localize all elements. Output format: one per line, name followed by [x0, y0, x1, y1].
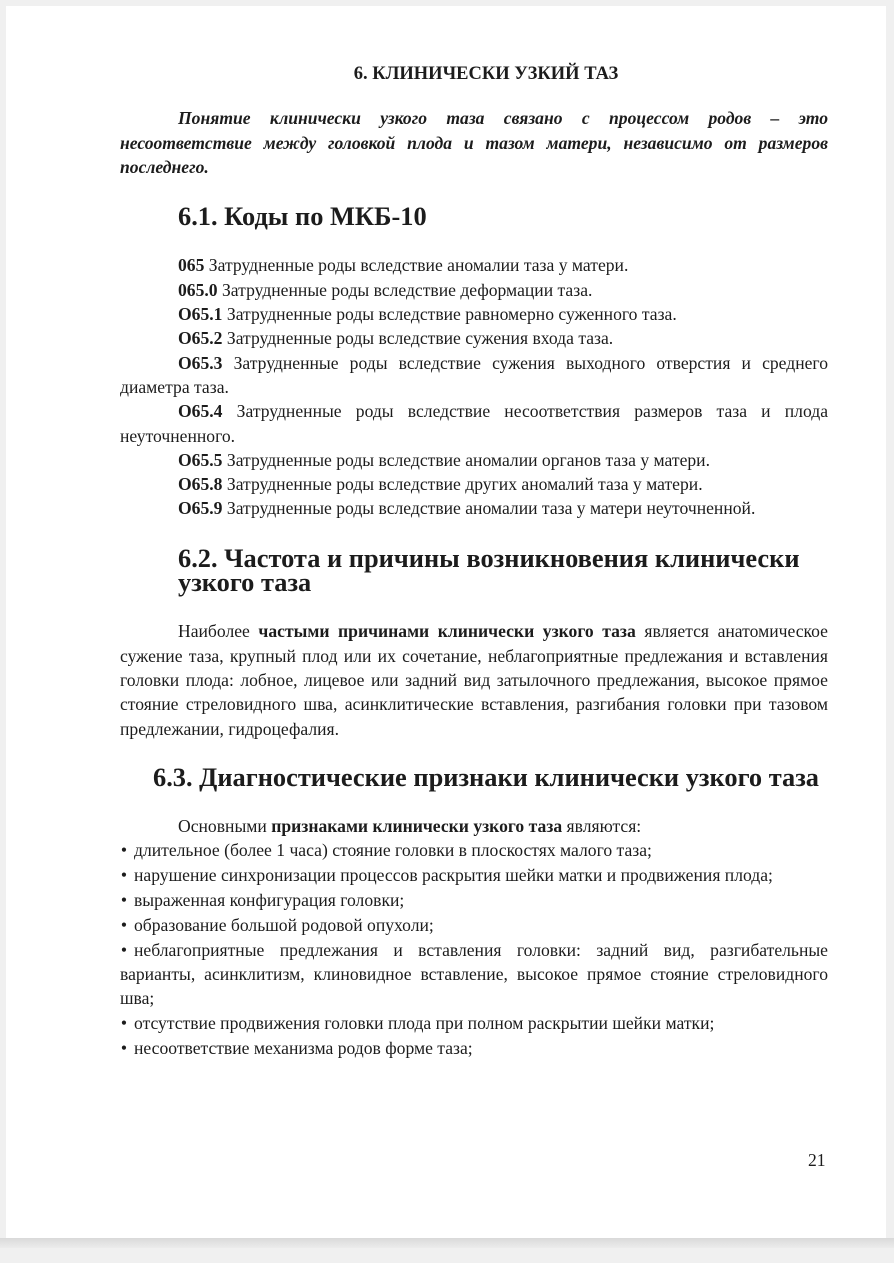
causes-text-emphasis: частыми причинами клинически узкого таза	[258, 621, 636, 642]
diagnostics-lead-emphasis: признаками клинически узкого таза	[271, 816, 563, 837]
icd-code-item	[120, 399, 828, 448]
icd-code-item	[120, 253, 828, 277]
page-bottom-edge	[0, 1238, 894, 1248]
causes-paragraph	[120, 619, 828, 740]
diagnostic-sign-item	[120, 1036, 828, 1060]
icd-code-description: Затрудненные роды вследствие деформации таза.	[217, 279, 593, 300]
icd-code: O65.4	[178, 401, 223, 422]
icd-code-item	[120, 496, 828, 520]
bullet-icon: •	[120, 890, 128, 911]
diagnostic-sign-text: отсутствие продвижения головки плода при полном раскрытии шейки матки;	[134, 1013, 715, 1033]
icd-code-description: Затрудненные роды вследствие равномерно суженного таза.	[222, 304, 677, 325]
causes-text-start: Наиболее	[178, 621, 259, 642]
spacer	[120, 521, 828, 546]
diagnostic-sign-text: несоответствие механизма родов форме таза;	[134, 1037, 473, 1058]
icd-code-description: Затрудненные роды вследствие других аномалий таза у матери.	[222, 474, 703, 495]
page-content	[120, 62, 828, 1061]
bullet-icon: •	[120, 1037, 128, 1058]
icd-code-description: Затрудненные роды вследствие аномалии таза у матери.	[204, 255, 629, 276]
icd-code: 065	[178, 255, 205, 276]
diagnostic-sign-text: образование большой родовой опухоли;	[134, 914, 434, 935]
icd-code: O65.5	[178, 449, 223, 470]
diagnostic-sign-text: выраженная конфигурация головки;	[134, 890, 405, 911]
diagnostic-sign-item	[120, 838, 828, 862]
icd-code: O65.2	[178, 328, 223, 349]
page-number: 21	[808, 1150, 826, 1170]
causes-text-end: является анатомическое сужение таза, крупный плод или их сочетание, неблагоприятные предлежания и вставления головки плода: лобное, лицевое или задний вид затылочного предлежания, высокое прямое стояние стреловидного шва, асинклитические вставления, разгибания головки при тазовом предлежании, гидроцефалия.	[120, 621, 828, 739]
icd-code-item	[120, 326, 828, 350]
diagnostic-sign-text: длительное (более 1 часа) стояние головки в плоскостях малого таза;	[134, 840, 652, 861]
section-heading-icd-codes: 6.1. Коды по МКБ-10	[178, 201, 427, 232]
icd-code-item	[120, 302, 828, 326]
section-heading-causes: 6.2. Частота и причины возникновения клинически узкого таза	[178, 542, 800, 598]
chapter-title: 6. КЛИНИЧЕСКИ УЗКИЙ ТАЗ	[353, 64, 619, 84]
diagnostics-lead-end: являются:	[562, 816, 642, 837]
section-heading-diagnostics: 6.3. Диагностические признаки клинически узкого таза	[153, 761, 819, 792]
bullet-icon: •	[120, 939, 128, 960]
icd-code: O65.9	[178, 498, 223, 519]
intro-definition: Понятие клинически узкого таза связано с процессом родов – это несоответствие между головкой плода и тазом матери, независимо от размеров последнего.	[120, 108, 828, 177]
diagnostic-sign-item	[120, 863, 828, 887]
icd-code-description: Затрудненные роды вследствие несоответствия размеров таза и плода неуточненного.	[120, 401, 828, 446]
icd-code: O65.1	[178, 304, 223, 325]
spacer	[120, 789, 828, 814]
icd-code-description: Затрудненные роды вследствие сужения выходного отверстия и среднего диаметра таза.	[120, 352, 828, 397]
icd-code: O65.8	[178, 474, 223, 495]
icd-code-item	[120, 278, 828, 302]
diagnostics-lead	[120, 814, 828, 838]
diagnostic-signs-list	[120, 838, 828, 1060]
diagnostic-sign-item	[120, 938, 828, 1011]
diagnostics-lead-start: Основными	[178, 816, 272, 837]
icd-code-item	[120, 472, 828, 496]
spacer	[120, 594, 828, 619]
bullet-icon: •	[120, 840, 128, 861]
icd-code-description: Затрудненные роды вследствие сужения входа таза.	[222, 328, 614, 349]
bullet-icon: •	[120, 1013, 128, 1033]
icd-code-item	[120, 448, 828, 472]
icd-code-item	[120, 351, 828, 400]
icd-code: O65.3	[178, 352, 223, 373]
diagnostic-sign-text: нарушение синхронизации процессов раскрытия шейки матки и продвижения плода;	[134, 865, 773, 886]
document-page	[6, 6, 886, 1244]
bullet-icon: •	[120, 914, 128, 935]
icd-code-description: Затрудненные роды вследствие аномалии органов таза у матери.	[222, 449, 710, 470]
diagnostic-sign-text: неблагоприятные предлежания и вставления головки: задний вид, разгибательные варианты, асинклитизм, клиновидное вставление, высокое прямое стояние стреловидного шва;	[120, 939, 828, 1009]
diagnostic-sign-item	[120, 888, 828, 912]
diagnostic-sign-item	[120, 913, 828, 937]
icd-code-description: Затрудненные роды вследствие аномалии таза у матери неуточненной.	[222, 498, 756, 519]
diagnostic-sign-item	[120, 1011, 828, 1035]
bullet-icon: •	[120, 865, 128, 886]
icd-code-list	[120, 253, 828, 520]
icd-code: 065.0	[178, 279, 218, 300]
